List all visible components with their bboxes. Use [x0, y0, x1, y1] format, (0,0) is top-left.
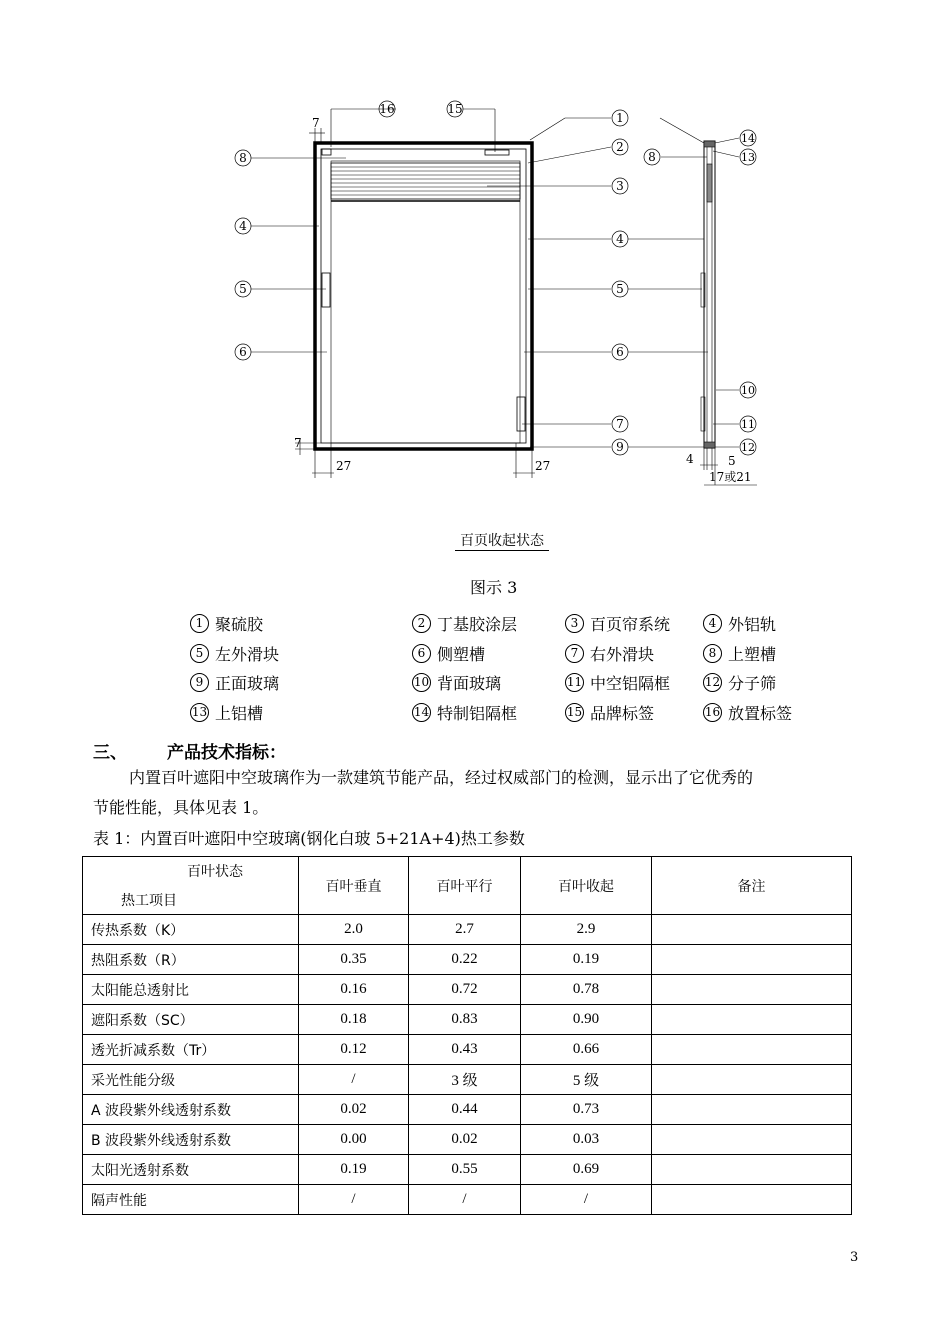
callout-9	[612, 439, 628, 455]
row-label: 遮阳系数（SC）	[83, 1005, 299, 1035]
front-view	[315, 143, 532, 449]
callout-4l	[235, 218, 251, 234]
legend-num: 12	[703, 673, 722, 692]
header-bottom: 热工项目	[121, 893, 177, 909]
table-row	[83, 1185, 852, 1215]
legend-label: 百页帘系统	[590, 615, 671, 634]
legend-num: 9	[190, 673, 209, 692]
row-value: 0.19	[299, 1155, 409, 1185]
dim-27-left: 27	[336, 459, 352, 473]
legend-label: 侧塑槽	[437, 645, 486, 664]
row-value: 0.78	[521, 975, 652, 1005]
row-value	[652, 945, 852, 975]
callout-label: 5	[616, 282, 624, 296]
legend-label: 上塑槽	[728, 645, 777, 664]
legend-item	[190, 701, 263, 724]
blind-glass-diagram	[0, 0, 950, 520]
row-value: 0.72	[409, 975, 521, 1005]
callout-label: 2	[616, 140, 624, 154]
legend-item	[412, 612, 517, 635]
legend-label: 背面玻璃	[437, 674, 502, 693]
callout-15	[447, 101, 463, 117]
legend-item	[703, 671, 776, 694]
row-label: A 波段紫外线透射系数	[83, 1095, 299, 1125]
table-row	[83, 1035, 852, 1065]
callout-label: 16	[379, 102, 395, 116]
row-value: 0.19	[521, 945, 652, 975]
legend-num: 16	[703, 703, 722, 722]
legend-num: 10	[412, 673, 431, 692]
row-value: 0.35	[299, 945, 409, 975]
callout-label: 8	[239, 151, 247, 165]
section-heading	[93, 738, 286, 763]
table-row	[83, 1155, 852, 1185]
row-value: 5 级	[521, 1065, 652, 1095]
legend-item	[190, 642, 279, 665]
figure-title: 图示 3	[470, 578, 518, 597]
legend-label: 外铝轨	[728, 615, 777, 634]
thermal-table	[82, 856, 852, 1215]
legend-num: 13	[190, 703, 209, 722]
legend-item	[565, 701, 654, 724]
row-value	[652, 915, 852, 945]
legend-item	[412, 671, 501, 694]
row-value	[652, 1155, 852, 1185]
row-value: 0.16	[299, 975, 409, 1005]
legend-label: 右外滑块	[590, 645, 655, 664]
row-label: B 波段紫外线透射系数	[83, 1125, 299, 1155]
row-value: /	[521, 1185, 652, 1215]
legend-num: 11	[565, 673, 584, 692]
legend-label: 丁基胶涂层	[437, 615, 518, 634]
callout-label: 4	[239, 219, 247, 233]
row-value: 2.7	[409, 915, 521, 945]
section-number: 三、	[93, 743, 127, 763]
legend-num: 7	[565, 644, 584, 663]
legend-num: 6	[412, 644, 431, 663]
table-row	[83, 1125, 852, 1155]
table-row	[83, 1065, 852, 1095]
legend-item	[190, 671, 279, 694]
row-value: 0.02	[409, 1125, 521, 1155]
row-value	[652, 975, 852, 1005]
callouts	[235, 101, 756, 455]
section-title: 产品技术指标：	[167, 743, 286, 763]
row-value: 0.66	[521, 1035, 652, 1065]
col-header: 百叶平行	[409, 857, 521, 915]
callout-label: 5	[239, 282, 247, 296]
row-value: 0.00	[299, 1125, 409, 1155]
legend-item	[412, 701, 517, 724]
legend-item	[703, 612, 776, 635]
callout-label: 13	[741, 151, 755, 164]
header-diagonal-cell	[83, 857, 299, 915]
legend-item	[565, 642, 654, 665]
callout-1	[612, 110, 628, 126]
row-value	[652, 1125, 852, 1155]
callout-6l	[235, 344, 251, 360]
callout-8s	[644, 149, 660, 165]
callout-7	[612, 416, 628, 432]
row-value: 0.18	[299, 1005, 409, 1035]
callout-5r	[612, 281, 628, 297]
dim-5: 5	[728, 454, 736, 468]
row-value: 2.0	[299, 915, 409, 945]
callout-4r	[612, 231, 628, 247]
legend-item	[703, 642, 776, 665]
row-value: 0.43	[409, 1035, 521, 1065]
callout-label: 3	[616, 179, 624, 193]
legend-label: 特制铝隔框	[437, 704, 518, 723]
row-value: /	[299, 1065, 409, 1095]
table-row	[83, 945, 852, 975]
callout-label: 9	[616, 440, 624, 454]
table-caption: 表 1：内置百叶遮阳中空玻璃(钢化白玻 5+21A+4)热工参数	[93, 829, 525, 848]
table-row	[83, 1095, 852, 1125]
row-value	[652, 1035, 852, 1065]
row-value: 0.69	[521, 1155, 652, 1185]
dim-4: 4	[686, 452, 694, 466]
col-header: 百叶收起	[521, 857, 652, 915]
row-value: 0.03	[521, 1125, 652, 1155]
callout-2	[612, 139, 628, 155]
row-value: /	[409, 1185, 521, 1215]
legend-label: 正面玻璃	[215, 674, 280, 693]
row-value: 2.9	[521, 915, 652, 945]
legend-item	[565, 612, 670, 635]
callout-12	[740, 439, 756, 455]
row-value: 0.22	[409, 945, 521, 975]
paragraph-line-1: 内置百叶遮阳中空玻璃作为一款建筑节能产品，经过权威部门的检测，显示出了它优秀的	[129, 768, 754, 787]
header-top: 百叶状态	[187, 864, 243, 880]
row-value: 0.44	[409, 1095, 521, 1125]
callout-14	[740, 130, 756, 146]
callout-6r	[612, 344, 628, 360]
table-row	[83, 915, 852, 945]
callout-label: 6	[239, 345, 247, 359]
callout-label: 11	[741, 418, 755, 431]
legend-item	[412, 642, 485, 665]
legend-item	[565, 671, 670, 694]
row-value: 3 级	[409, 1065, 521, 1095]
table-row	[83, 1005, 852, 1035]
col-header: 百叶垂直	[299, 857, 409, 915]
row-value: 0.83	[409, 1005, 521, 1035]
legend-item	[703, 701, 792, 724]
legend-num: 2	[412, 614, 431, 633]
callout-10	[740, 382, 756, 398]
dim-27-right: 27	[535, 459, 551, 473]
legend-label: 中空铝隔框	[590, 674, 671, 693]
callout-label: 6	[616, 345, 624, 359]
state-caption-text: 百页收起状态	[460, 533, 544, 549]
legend-label: 放置标签	[728, 704, 793, 723]
callout-label: 4	[616, 232, 624, 246]
legend-num: 5	[190, 644, 209, 663]
legend-label: 左外滑块	[215, 645, 280, 664]
row-value: 0.02	[299, 1095, 409, 1125]
callout-label: 8	[648, 150, 656, 164]
callout-label: 1	[616, 111, 624, 125]
col-header: 备注	[652, 857, 852, 915]
callout-5l	[235, 281, 251, 297]
legend-label: 品牌标签	[590, 704, 655, 723]
row-label: 太阳能总透射比	[83, 975, 299, 1005]
table-row	[83, 975, 852, 1005]
dim-7-left: 7	[294, 436, 302, 450]
row-value	[652, 1065, 852, 1095]
row-label: 隔声性能	[83, 1185, 299, 1215]
state-caption-underline	[455, 550, 549, 551]
callout-label: 15	[447, 102, 463, 116]
callout-13	[740, 149, 756, 165]
row-value: 0.12	[299, 1035, 409, 1065]
legend-label: 上铝槽	[215, 704, 264, 723]
row-label: 透光折减系数（Tr）	[83, 1035, 299, 1065]
row-label: 采光性能分级	[83, 1065, 299, 1095]
row-value	[652, 1005, 852, 1035]
row-label: 太阳光透射系数	[83, 1155, 299, 1185]
callout-label: 12	[741, 441, 755, 454]
side-view	[701, 141, 715, 448]
legend-num: 1	[190, 614, 209, 633]
dim-7-top: 7	[312, 116, 320, 130]
leader-lines	[251, 109, 739, 447]
row-value: 0.73	[521, 1095, 652, 1125]
callout-label: 7	[616, 417, 624, 431]
legend-item	[190, 612, 263, 635]
row-value: /	[299, 1185, 409, 1215]
page-number: 3	[850, 1250, 859, 1265]
paragraph-line-2: 节能性能，具体见表 1。	[93, 798, 269, 817]
row-label: 热阻系数（R）	[83, 945, 299, 975]
row-value: 0.55	[409, 1155, 521, 1185]
legend-num: 14	[412, 703, 431, 722]
callout-8l	[235, 150, 251, 166]
dim-17or21: 17或21	[709, 470, 752, 484]
row-value: 0.90	[521, 1005, 652, 1035]
row-value	[652, 1095, 852, 1125]
callout-11	[740, 416, 756, 432]
legend-label: 分子筛	[728, 674, 777, 693]
table-body	[83, 915, 852, 1215]
row-value	[652, 1185, 852, 1215]
legend-num: 8	[703, 644, 722, 663]
legend-label: 聚硫胶	[215, 615, 264, 634]
legend-num: 4	[703, 614, 722, 633]
callout-label: 14	[741, 132, 755, 145]
callout-label: 10	[741, 384, 755, 397]
row-label: 传热系数（K）	[83, 915, 299, 945]
table-header-row	[83, 857, 852, 915]
callout-3	[612, 178, 628, 194]
legend-num: 15	[565, 703, 584, 722]
legend-num: 3	[565, 614, 584, 633]
callout-16	[379, 101, 395, 117]
state-caption	[460, 530, 544, 550]
